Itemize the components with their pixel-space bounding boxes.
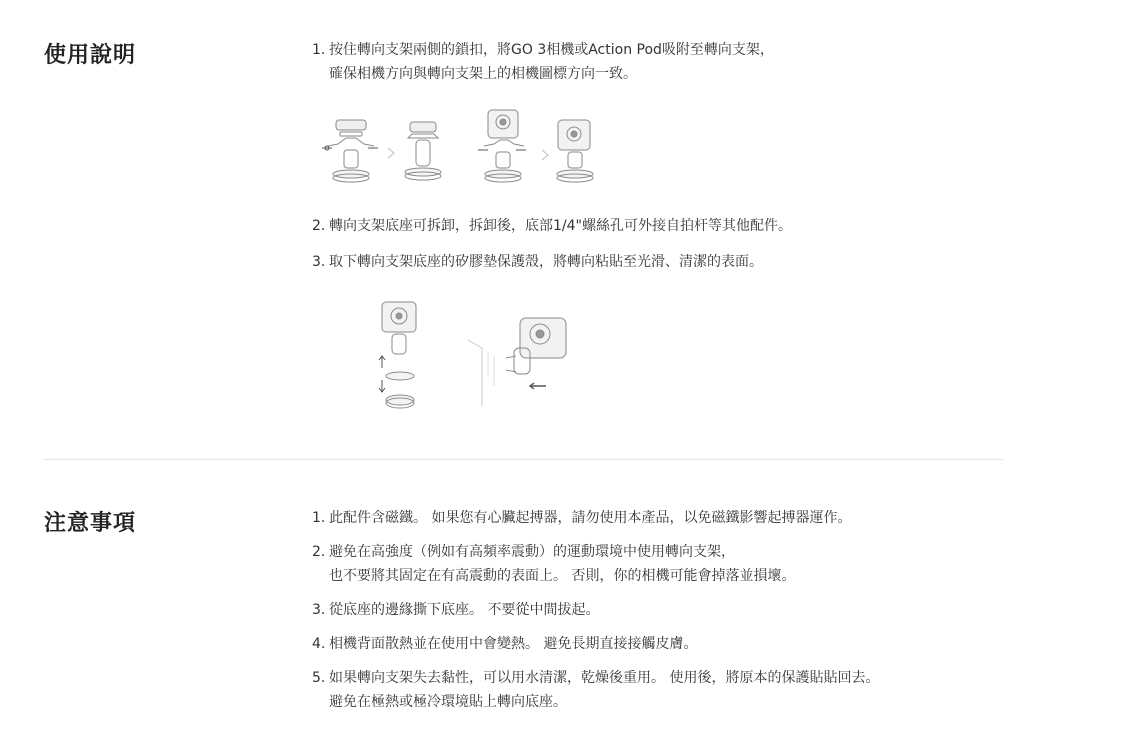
item-text: 如果轉向支架失去黏性，可以用水清潔，乾燥後重用。 使用後，將原本的保護貼貼回去。 避免在極熱或極冷環境貼上轉向底座。 xyxy=(329,670,880,710)
list-item xyxy=(312,598,879,622)
step-number: 2. xyxy=(312,218,326,234)
usage-steps-list-a xyxy=(312,38,774,86)
item-number: 3. xyxy=(312,602,326,618)
item-number: 1. xyxy=(312,510,326,526)
list-item xyxy=(312,506,879,530)
item-number: 5. xyxy=(312,670,326,686)
list-item xyxy=(312,540,879,588)
item-number: 2. xyxy=(312,544,326,560)
section-divider xyxy=(43,459,1003,460)
step-text: 按住轉向支架兩側的鎖扣，將GO 3相機或Action Pod吸附至轉向支架， 確保相機方向與轉向支架上的相機圖標方向一致。 xyxy=(329,42,774,82)
section-title-cautions: 注意事項 xyxy=(44,511,137,536)
item-number: 4. xyxy=(312,636,326,652)
list-item xyxy=(312,666,879,714)
list-item xyxy=(312,250,792,274)
step-text: 轉向支架底座可拆卸，拆卸後，底部1/4"螺絲孔可外接自拍杆等其他配件。 xyxy=(329,218,792,234)
list-item xyxy=(312,38,774,86)
item-text: 此配件含磁鐵。 如果您有心臟起搏器，請勿使用本產品，以免磁鐵影響起搏器運作。 xyxy=(329,510,852,526)
list-item xyxy=(312,632,879,656)
cautions-list xyxy=(312,506,879,714)
item-text: 避免在高強度（例如有高頻率震動）的運動環境中使用轉向支架， 也不要將其固定在有高震動的表面上。 否則，你的相機可能會掉落並損壞。 xyxy=(329,544,796,584)
section-title-usage: 使用說明 xyxy=(44,43,137,68)
step-number: 3. xyxy=(312,254,326,270)
step-number: 1. xyxy=(312,42,326,58)
step-text: 取下轉向支架底座的矽膠墊保護殼，將轉向粘貼至光滑、清潔的表面。 xyxy=(329,254,763,270)
usage-steps-list-b xyxy=(312,214,792,274)
camera-attach-illustration xyxy=(318,108,608,190)
mount-surface-illustration xyxy=(370,296,590,412)
item-text: 相機背面散熱並在使用中會變熱。 避免長期直接接觸皮膚。 xyxy=(329,636,698,652)
list-item xyxy=(312,214,792,238)
item-text: 從底座的邊緣撕下底座。 不要從中間拔起。 xyxy=(329,602,600,618)
